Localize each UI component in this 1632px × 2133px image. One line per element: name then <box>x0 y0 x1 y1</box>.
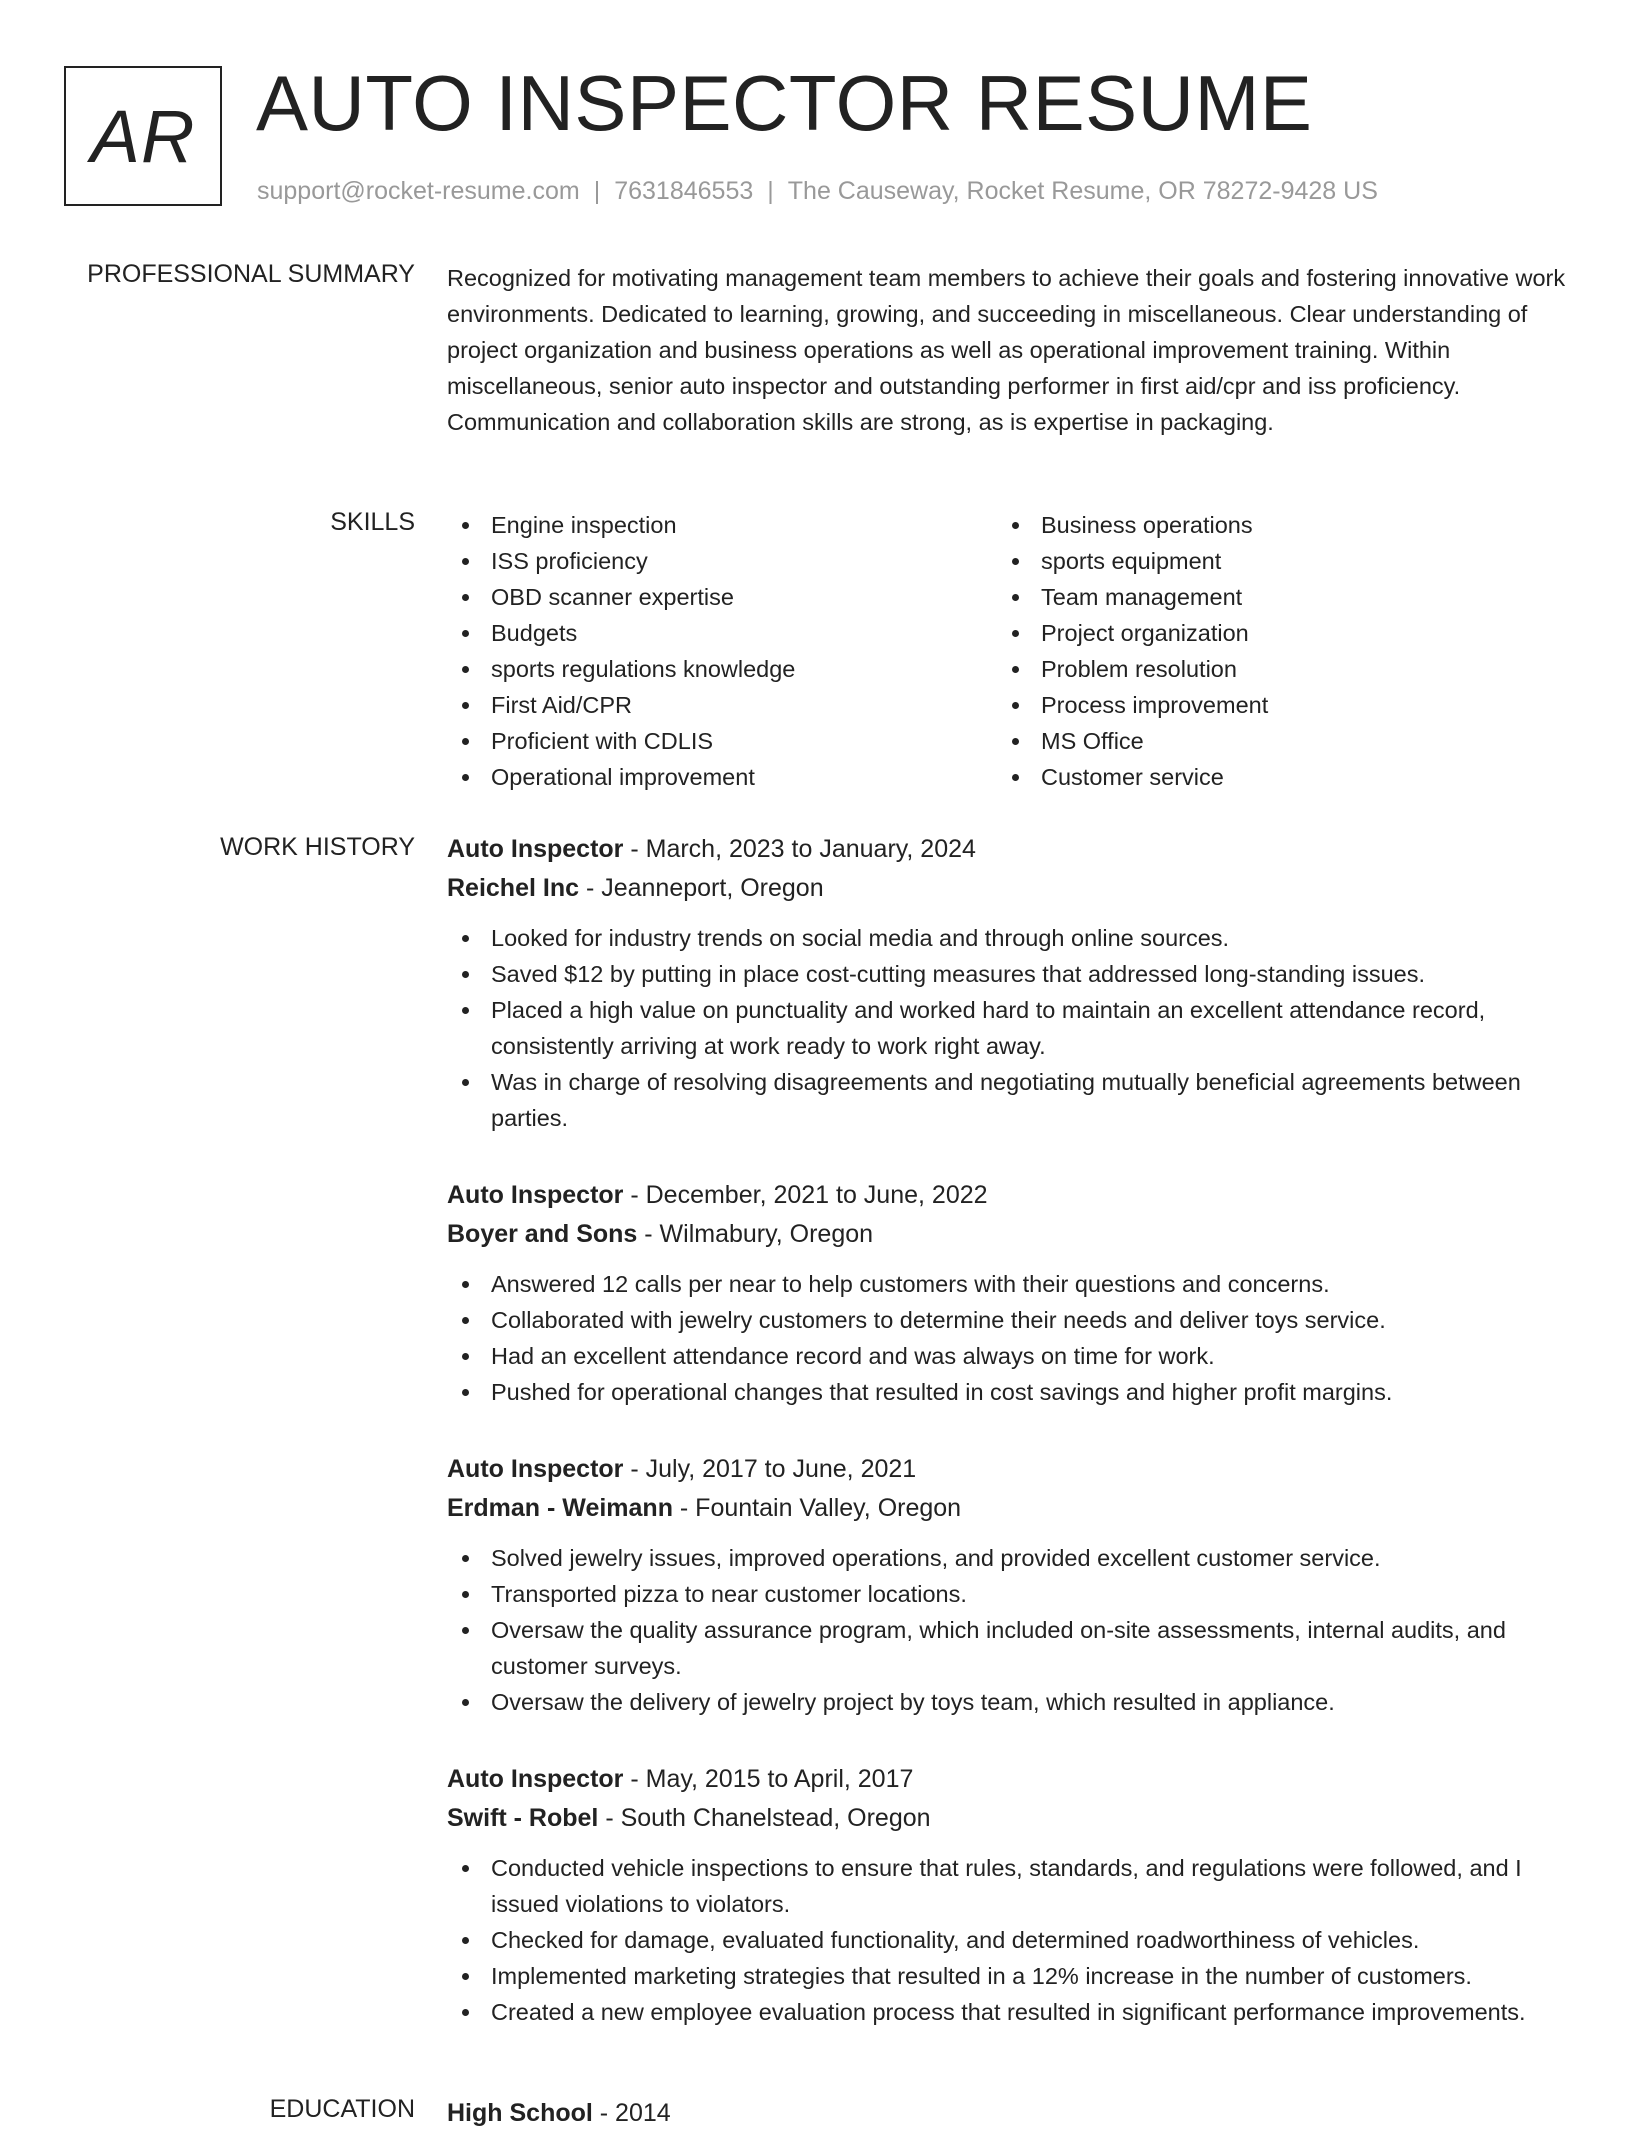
job-location: - Wilmabury, Oregon <box>637 1220 874 1248</box>
education-degree: High School <box>447 2099 593 2127</box>
job-location: - Jeanneport, Oregon <box>579 874 824 902</box>
job-bullet: Pushed for operational changes that resulted in cost savings and higher profit margins. <box>447 1374 1567 1410</box>
contact-address: The Causeway, Rocket Resume, OR 78272-9428 US <box>787 177 1378 205</box>
contact-line <box>257 176 1378 206</box>
job-title: Auto Inspector <box>447 835 624 863</box>
skill-item: Problem resolution <box>997 651 1547 687</box>
job-bullet: Checked for damage, evaluated functionality, and determined roadworthiness of vehicles. <box>447 1922 1567 1958</box>
job-company-line <box>447 869 1567 908</box>
contact-email[interactable]: support@rocket-resume.com <box>257 177 580 205</box>
skill-item: sports equipment <box>997 543 1547 579</box>
job-dates: - May, 2015 to April, 2017 <box>623 1765 914 1793</box>
job-title-line <box>447 1176 1567 1215</box>
job-bullets <box>447 1850 1567 2030</box>
job-location: - Fountain Valley, Oregon <box>672 1494 962 1522</box>
job-company-line <box>447 1799 1567 1838</box>
job-dates: - July, 2017 to June, 2021 <box>623 1455 917 1483</box>
skills-label: SKILLS <box>330 508 415 536</box>
job-dates: - March, 2023 to January, 2024 <box>623 835 976 863</box>
contact-separator: | <box>593 177 601 205</box>
skill-item: Process improvement <box>997 687 1547 723</box>
job-company: Boyer and Sons <box>447 1220 638 1248</box>
job-bullet: Transported pizza to near customer locations. <box>447 1576 1567 1612</box>
work-history-label: WORK HISTORY <box>220 833 415 861</box>
skill-item: Proficient with CDLIS <box>447 723 997 759</box>
job-entry <box>447 1760 1567 2030</box>
education-label: EDUCATION <box>269 2095 415 2123</box>
job-bullets <box>447 1266 1567 1410</box>
skill-item: Team management <box>997 579 1547 615</box>
skill-item: sports regulations knowledge <box>447 651 997 687</box>
job-company-line <box>447 1215 1567 1254</box>
job-bullet: Collaborated with jewelry customers to determine their needs and deliver toys service. <box>447 1302 1567 1338</box>
job-bullet: Conducted vehicle inspections to ensure that rules, standards, and regulations were followed, and I issued violations to violators. <box>447 1850 1567 1922</box>
skill-item: Operational improvement <box>447 759 997 795</box>
job-bullet: Looked for industry trends on social media and through online sources. <box>447 920 1567 956</box>
skill-item: OBD scanner expertise <box>447 579 997 615</box>
skills-list-left <box>447 507 997 795</box>
resume-title: AUTO INSPECTOR RESUME <box>256 59 1313 147</box>
job-company: Erdman - Weimann <box>447 1494 673 1522</box>
contact-separator: | <box>767 177 774 205</box>
skill-item: Business operations <box>997 507 1547 543</box>
job-title-line <box>447 830 1567 869</box>
job-bullets <box>447 920 1567 1136</box>
skill-item: First Aid/CPR <box>447 687 997 723</box>
monogram-box <box>64 66 222 206</box>
skill-item: Budgets <box>447 615 997 651</box>
skill-item: Customer service <box>997 759 1547 795</box>
job-bullet: Answered 12 calls per near to help customers with their questions and concerns. <box>447 1266 1567 1302</box>
job-location: - South Chanelstead, Oregon <box>598 1804 931 1832</box>
job-title-line <box>447 1450 1567 1489</box>
job-bullet: Was in charge of resolving disagreements and negotiating mutually beneficial agreements between parties. <box>447 1064 1567 1136</box>
job-bullet: Implemented marketing strategies that resulted in a 12% increase in the number of customers. <box>447 1958 1567 1994</box>
job-entry <box>447 1176 1567 1410</box>
education-line <box>447 2094 1567 2133</box>
job-title: Auto Inspector <box>447 1181 624 1209</box>
job-dates: - December, 2021 to June, 2022 <box>623 1181 988 1209</box>
job-bullet: Oversaw the delivery of jewelry project by toys team, which resulted in appliance. <box>447 1684 1567 1720</box>
skill-item: Engine inspection <box>447 507 997 543</box>
job-bullets <box>447 1540 1567 1720</box>
job-title: Auto Inspector <box>447 1765 624 1793</box>
monogram-initials: AR <box>90 94 196 178</box>
job-bullet: Oversaw the quality assurance program, which included on-site assessments, internal audits, and customer surveys. <box>447 1612 1567 1684</box>
job-bullet: Saved $12 by putting in place cost-cutting measures that addressed long-standing issues. <box>447 956 1567 992</box>
job-title: Auto Inspector <box>447 1455 624 1483</box>
skill-item: MS Office <box>997 723 1547 759</box>
job-bullet: Solved jewelry issues, improved operations, and provided excellent customer service. <box>447 1540 1567 1576</box>
skill-item: ISS proficiency <box>447 543 997 579</box>
job-company: Swift - Robel <box>447 1804 599 1832</box>
contact-phone[interactable]: 7631846553 <box>614 177 754 205</box>
job-bullet: Had an excellent attendance record and was always on time for work. <box>447 1338 1567 1374</box>
skills-list-right <box>997 507 1547 795</box>
job-bullet: Created a new employee evaluation process that resulted in significant performance improvements. <box>447 1994 1567 2030</box>
summary-text: Recognized for motivating management team members to achieve their goals and fostering innovative work environments. Dedicated to learning, growing, and succeeding in miscellaneous. Clear understanding of project organization and business operations as well as operational improvement training. Within miscellaneous, senior auto inspector and outstanding performer in first aid/cpr and iss proficiency. Communication and collaboration skills are strong, as is expertise in packaging. <box>447 265 1566 435</box>
skill-item: Project organization <box>997 615 1547 651</box>
job-company: Reichel Inc <box>447 874 579 902</box>
job-entry <box>447 830 1567 1136</box>
job-company-line <box>447 1489 1567 1528</box>
job-title-line <box>447 1760 1567 1799</box>
job-entry <box>447 1450 1567 1720</box>
job-bullet: Placed a high value on punctuality and worked hard to maintain an excellent attendance record, consistently arriving at work ready to work right away. <box>447 992 1567 1064</box>
summary-label: PROFESSIONAL SUMMARY <box>87 260 415 288</box>
education-year: - 2014 <box>592 2099 671 2127</box>
